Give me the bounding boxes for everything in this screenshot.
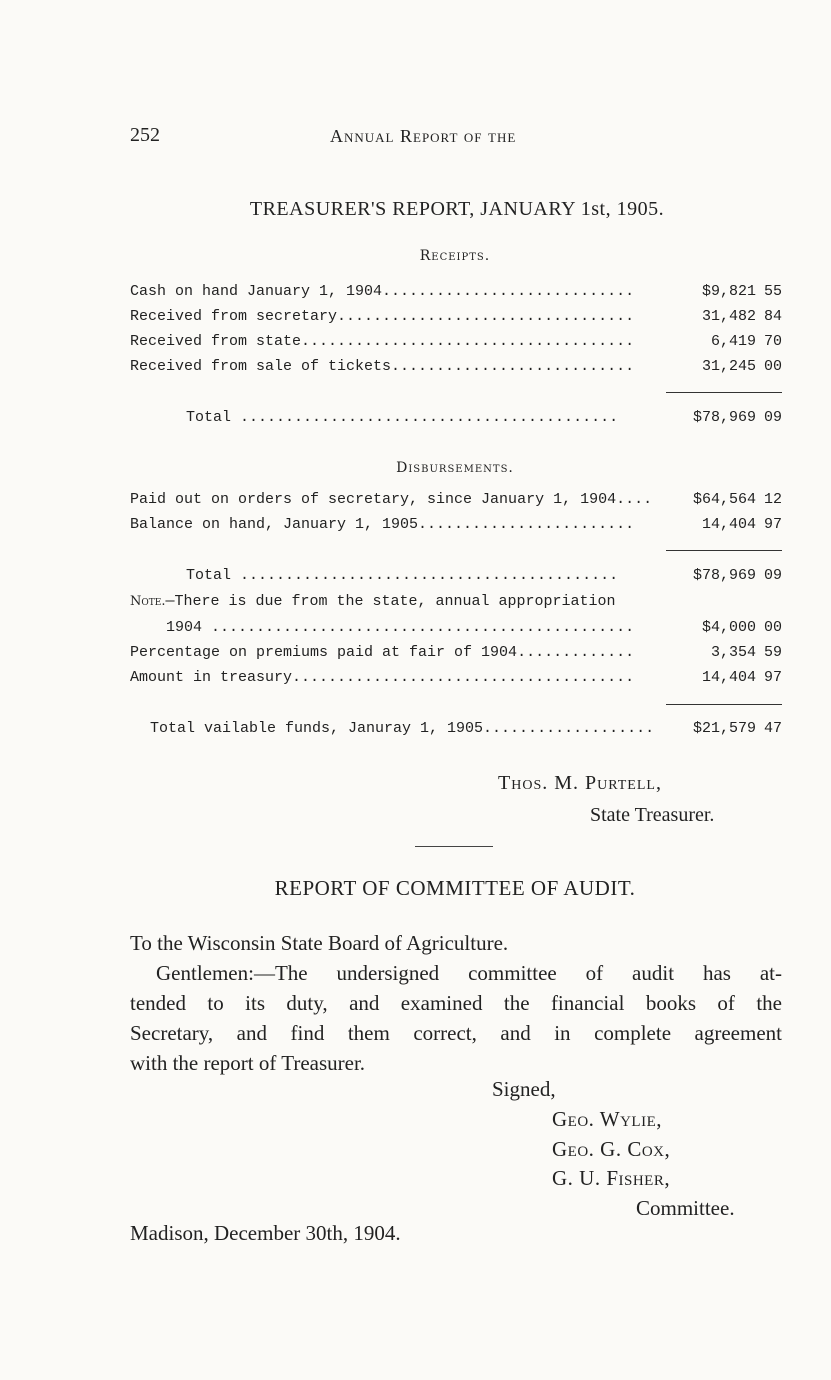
- row-dollars: 31,245: [676, 355, 756, 379]
- row-dollars: 3,354: [676, 641, 756, 665]
- row-dollars: 14,404: [676, 666, 756, 690]
- audit-salutation: To the Wisconsin State Board of Agriculture.: [130, 931, 509, 955]
- table-row: [130, 305, 782, 329]
- body-line: tended to its duty, and examined the financial books of the: [130, 991, 782, 1015]
- row-cents: 09: [763, 409, 782, 426]
- row-label: Received from secretary.................................: [130, 308, 635, 325]
- available-total-row: [150, 717, 782, 741]
- signed-label: Signed,: [492, 1077, 556, 1101]
- body-line: Secretary, and find them correct, and in complete agreement: [130, 1021, 782, 1045]
- row-dollars: $78,969: [676, 406, 756, 430]
- row-cents: 00: [763, 619, 782, 636]
- row-label: Cash on hand January 1, 1904............................: [130, 283, 635, 300]
- disbursements-total-row: [186, 564, 782, 588]
- row-cents: 00: [763, 358, 782, 375]
- place-date: Madison, December 30th, 1904.: [130, 1221, 401, 1245]
- committee-member: G. U. Fisher,: [552, 1166, 671, 1190]
- available-total-rule: [666, 704, 782, 705]
- table-row: [130, 513, 782, 537]
- committee-member: Geo. Wylie,: [552, 1107, 663, 1131]
- row-dollars: 31,482: [676, 305, 756, 329]
- row-cents: 47: [763, 720, 782, 737]
- table-row: [130, 488, 782, 512]
- note-prefix: Note.: [130, 594, 166, 609]
- row-cents: 97: [763, 516, 782, 533]
- note-text: —There is due from the state, annual appropriation: [165, 593, 616, 610]
- treasurer-signer-name: Thos. M. Purtell,: [498, 772, 662, 794]
- disbursements-total-rule: [666, 550, 782, 551]
- section-divider: [415, 846, 493, 847]
- table-row: [166, 616, 782, 640]
- table-row: [130, 666, 782, 690]
- row-cents: 84: [763, 308, 782, 325]
- running-title: Annual Report of the: [330, 126, 517, 146]
- row-cents: 12: [763, 491, 782, 508]
- row-label: Total ..........................................: [186, 409, 619, 426]
- receipts-total-rule: [666, 392, 782, 393]
- row-cents: 59: [763, 644, 782, 661]
- audit-body: [130, 958, 782, 1078]
- table-row: [130, 330, 782, 354]
- table-row: [130, 641, 782, 665]
- row-label: 1904 ...............................................: [166, 619, 635, 636]
- body-line: Gentlemen:—The undersigned committee of audit has at-: [156, 961, 782, 985]
- row-label: Received from state.....................................: [130, 333, 635, 350]
- note-line: [130, 590, 782, 614]
- row-dollars: $4,000: [676, 616, 756, 640]
- row-label: Received from sale of tickets...........................: [130, 358, 635, 375]
- row-label: Balance on hand, January 1, 1905........................: [130, 516, 635, 533]
- row-label: Amount in treasury......................................: [130, 669, 635, 686]
- row-dollars: $9,821: [676, 280, 756, 304]
- committee-member: Geo. G. Cox,: [552, 1137, 671, 1161]
- row-dollars: $21,579: [676, 717, 756, 741]
- row-cents: 97: [763, 669, 782, 686]
- row-cents: 09: [763, 567, 782, 584]
- row-label: Total vailable funds, Januray 1, 1905...................: [150, 720, 655, 737]
- committee-label: Committee.: [636, 1196, 735, 1220]
- row-cents: 55: [763, 283, 782, 300]
- treasurer-signer-title: State Treasurer.: [590, 804, 715, 826]
- page-number: 252: [130, 124, 160, 146]
- table-row: [130, 355, 782, 379]
- row-label: Percentage on premiums paid at fair of 1904.............: [130, 644, 635, 661]
- row-cents: 70: [763, 333, 782, 350]
- row-label: Paid out on orders of secretary, since January 1, 1904....: [130, 491, 653, 508]
- receipts-total-row: [186, 406, 782, 430]
- body-line: with the report of Treasurer.: [130, 1051, 366, 1075]
- table-row: [130, 280, 782, 304]
- disbursements-heading: Disbursements.: [396, 460, 514, 476]
- receipts-heading: Receipts.: [419, 248, 491, 264]
- row-dollars: $64,564: [676, 488, 756, 512]
- audit-report-title: REPORT OF COMMITTEE OF AUDIT.: [274, 876, 636, 900]
- row-dollars: 6,419: [676, 330, 756, 354]
- row-dollars: 14,404: [676, 513, 756, 537]
- treasurer-report-title: TREASURER'S REPORT, JANUARY 1st, 1905.: [249, 198, 665, 220]
- row-dollars: $78,969: [676, 564, 756, 588]
- row-label: Total ..........................................: [186, 567, 619, 584]
